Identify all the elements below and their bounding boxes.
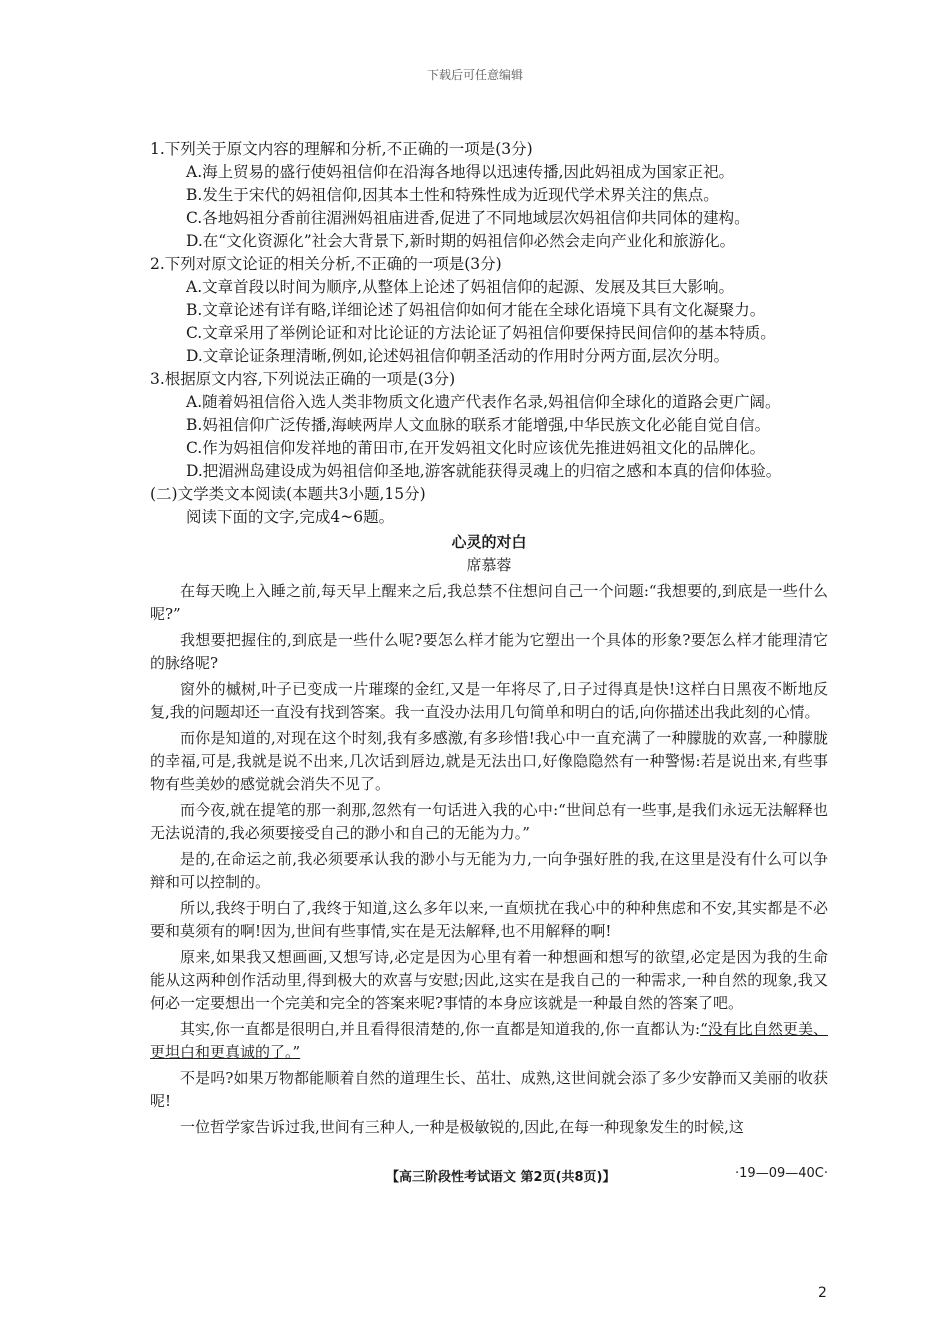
- article-paragraph: 不是吗?如果万物都能顺着自然的道理生长、茁壮、成熟,这世间就会添了多少安静而又美丽的收获呢!: [150, 1069, 828, 1110]
- option-b: B.文章论述有详有略,详细论述了妈祖信仰如何才能在全球化语境下具有文化凝聚力。: [186, 301, 766, 319]
- option-a: A.随着妈祖信俗入选人类非物质文化遗产代表作名录,妈祖信仰全球化的道路会更广阔。: [186, 393, 781, 411]
- option-c: C.各地妈祖分香前往湄洲妈祖庙进香,促进了不同地域层次妈祖信仰共同体的建构。: [186, 209, 750, 227]
- article-paragraph: 一位哲学家告诉过我,世间有三种人,一种是极敏锐的,因此,在每一种现象发生的时候,这: [180, 1118, 744, 1136]
- article-paragraph: [150, 1018, 828, 1064]
- option-c: C.文章采用了举例论证和对比论证的方法论证了妈祖信仰要保持民间信仰的基本特质。: [186, 324, 776, 342]
- option-d: D.在“文化资源化”社会大背景下,新时期的妈祖信仰必然会走向产业化和旅游化。: [186, 232, 736, 250]
- article-author: 席慕蓉: [466, 556, 512, 574]
- question-1: [150, 138, 828, 253]
- question-3: [150, 368, 828, 483]
- article-paragraph: 是的,在命运之前,我必须要承认我的渺小与无能为力,一向争强好胜的我,在这里是没有什么可以争辩和可以控制的。: [150, 850, 828, 891]
- footer-exam-info: 【高三阶段性考试语文 第2页(共8页)】: [386, 1170, 616, 1185]
- article-title: 心灵的对白: [451, 533, 527, 551]
- option-b: B.发生于宋代的妈祖信仰,因其本土性和特殊性成为近现代学术界关注的焦点。: [186, 186, 719, 204]
- option-d: D.把湄洲岛建设成为妈祖信仰圣地,游客就能获得灵魂上的归宿之感和本真的信仰体验。: [186, 462, 782, 480]
- article-paragraph: 在每天晚上入睡之前,每天早上醒来之后,我总禁不住想问自己一个问题:“我想要的,到底是一些什么呢?”: [150, 582, 828, 623]
- option-a: A.文章首段以时间为顺序,从整体上论述了妈祖信仰的起源、发展及其巨大影响。: [186, 278, 735, 296]
- option-c: C.作为妈祖信仰发祥地的莆田市,在开发妈祖文化时应该优先推进妈祖文化的品牌化。: [186, 439, 766, 457]
- article-paragraph: 所以,我终于明白了,我终于知道,这么多年以来,一直烦扰在我心中的种种焦虑和不安,其实都是不必要和莫须有的啊!因为,世间有些事情,实在是无法解释,也不用解释的啊!: [150, 899, 828, 940]
- option-d: D.文章论证条理清晰,例如,论述妈祖信仰朝圣活动的作用时分两方面,层次分明。: [186, 347, 730, 365]
- question-stem: 2.下列对原文论证的相关分析,不正确的一项是(3分): [150, 255, 502, 273]
- option-b: B.妈祖信仰广泛传播,海峡两岸人文血脉的联系才能增强,中华民族文化必能自觉自信。: [186, 416, 771, 434]
- section-heading: (二)文学类文本阅读(本题共3小题,15分): [150, 485, 426, 503]
- footer-code: ·19—09—40C·: [735, 1166, 828, 1181]
- article-paragraph: 而今夜,就在提笔的那一刹那,忽然有一句话进入我的心中:“世间总有一些事,是我们永远无法解释也无法说清的,我必须要接受自己的渺小和自己的无能为力。”: [150, 801, 828, 842]
- section-instruction: 阅读下面的文字,完成4~6题。: [186, 508, 395, 526]
- article-paragraph: 我想要把握住的,到底是一些什么呢?要怎么样才能为它塑出一个具体的形象?要怎么样才能理清它的脉络呢?: [150, 631, 828, 672]
- paragraph-text: 其实,你一直都是很明白,并且看得很清楚的,你一直都是知道我的,你一直都认为:: [180, 1020, 701, 1038]
- article-paragraph: 而你是知道的,对现在这个时刻,我有多感激,有多珍惜!我心中一直充满了一种朦胧的欢喜,一种朦胧的幸福,可是,我就是说不出来,几次话到唇边,就是无法出口,好像隐隐然有一种警惕:若是说出来,有些事物有些美妙的感觉就会消失不见了。: [150, 729, 828, 793]
- article-paragraph: 窗外的槭树,叶子已变成一片璀璨的金红,又是一年将尽了,日子过得真是快!这样白日黑夜不断地反复,我的问题却还一直没有找到答案。我一直没办法用几句简单和明白的话,向你描述出我此刻的心情。: [150, 680, 828, 721]
- question-stem: 3.根据原文内容,下列说法正确的一项是(3分): [150, 370, 456, 388]
- exam-sheet: [150, 138, 828, 1139]
- header-note: 下载后可任意编辑: [426, 68, 523, 82]
- question-stem: 1.下列关于原文内容的理解和分析,不正确的一项是(3分): [150, 140, 533, 158]
- underlined-quote: “没有比自然更美、更坦白和更真诚的了。”: [150, 1020, 828, 1061]
- article-paragraph: 原来,如果我又想画画,又想写诗,必定是因为心里有着一种想画和想写的欲望,必定是因为我的生命能从这两种创作活动里,得到极大的欢喜与安慰;因此,这实在是我自己的一种需求,一种自然的现象,我又何必一定要想出一个完美和完全的答案来呢?事情的本身应该就是一种最自然的答案了吧。: [150, 948, 828, 1012]
- option-a: A.海上贸易的盛行使妈祖信仰在沿海各地得以迅速传播,因此妈祖成为国家正祀。: [186, 163, 735, 181]
- page-number: 2: [818, 1285, 827, 1301]
- question-2: [150, 253, 828, 368]
